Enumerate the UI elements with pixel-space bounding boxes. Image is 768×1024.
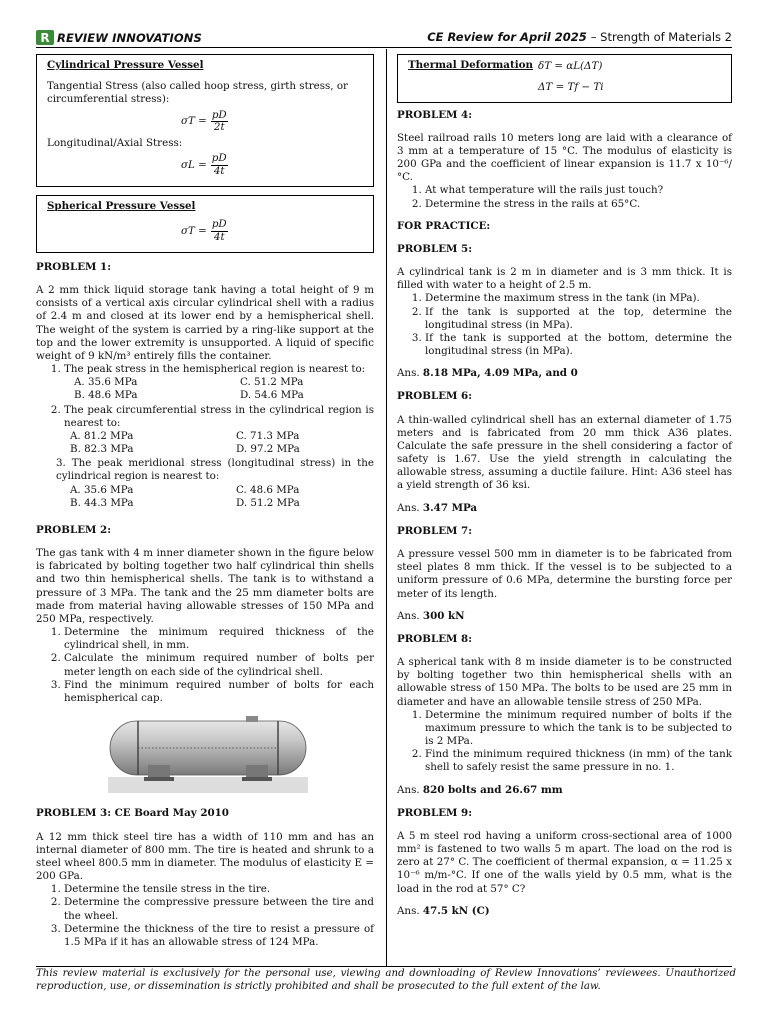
list-item: 2. Determine the compressive pressure between the tire and the wheel. bbox=[64, 896, 374, 922]
problem-5-heading: PROBLEM 5: bbox=[397, 242, 473, 255]
problem-4-text: Steel railroad rails 10 meters long are laid with a clearance of 3 mm at a temperature of 15 °C. The modulus of elasticity is 200 GPa and the coefficient of linear expansion is 11.7 x 10⁻⁶/°C. bbox=[397, 131, 732, 184]
gas-tank-figure bbox=[108, 711, 374, 799]
problem-7-answer bbox=[397, 610, 732, 623]
cylindrical-box-title: Cylindrical Pressure Vessel bbox=[47, 59, 204, 71]
question-item bbox=[64, 363, 374, 403]
fraction-numerator: pD bbox=[211, 218, 227, 231]
answer-label: Ans. bbox=[397, 501, 420, 514]
fraction bbox=[211, 153, 228, 178]
left-column bbox=[36, 54, 374, 958]
question-text: The peak circumferential stress in the cylindrical region is nearest to: bbox=[64, 403, 374, 429]
problem-1-text: A 2 mm thick liquid storage tank having a total height of 9 m consists of a vertical axis circular cylindrical shell with a radius of 2.4 m and closed at its lower end by a hemispherical shell. The weight of the system is carried by a ring-like support at the top and the lower extremity is unsupported. A liquid of specific weight of 9 kN/m³ entirely fills the container. bbox=[36, 284, 374, 362]
spherical-vessel-box bbox=[36, 195, 374, 253]
answer-value: 47.5 kN (C) bbox=[422, 904, 490, 917]
support-base bbox=[144, 777, 174, 781]
longitudinal-stress-label: Longitudinal/Axial Stress: bbox=[47, 137, 183, 150]
problem-5-items bbox=[397, 292, 732, 358]
choice: D. 51.2 MPa bbox=[236, 496, 300, 509]
problem-4-items bbox=[397, 184, 732, 210]
answer-value: 3.47 MPa bbox=[422, 501, 478, 514]
answer-value: 8.18 MPa, 4.09 MPa, and 0 bbox=[422, 367, 578, 380]
problem-2-items bbox=[36, 626, 374, 705]
list-item: 2. Determine the stress in the rails at 65°C. bbox=[425, 198, 732, 211]
choice: C. 71.3 MPa bbox=[236, 429, 300, 442]
document-title bbox=[427, 30, 732, 44]
problem-4-heading: PROBLEM 4: bbox=[397, 108, 473, 121]
formula-lhs: σT = bbox=[181, 224, 207, 237]
problem-8-items bbox=[397, 709, 732, 775]
practice-heading: FOR PRACTICE: bbox=[397, 219, 491, 232]
answer-label: Ans. bbox=[397, 783, 420, 796]
problem-9-answer bbox=[397, 905, 732, 918]
column-divider bbox=[386, 49, 387, 967]
list-item: 3. If the tank is supported at the bottom, determine the longitudinal stress (in MPa). bbox=[425, 332, 732, 358]
problem-9-heading: PROBLEM 9: bbox=[397, 806, 473, 819]
fraction bbox=[211, 219, 228, 244]
answer-value: 300 kN bbox=[422, 609, 465, 622]
problem-8-text: A spherical tank with 8 m inside diameter is to be constructed by bolting together two thin hemispherical shells with an allowable stress of 150 MPa. The bolts to be used are 25 mm in diameter and have an allowable tensile stress of 250 MPa. bbox=[397, 656, 732, 708]
problem-8-heading: PROBLEM 8: bbox=[397, 632, 473, 645]
header-rule bbox=[36, 47, 732, 48]
longitudinal-stress-formula bbox=[181, 153, 363, 178]
temperature-change-formula: ΔT = Tf − Ti bbox=[538, 81, 604, 94]
fraction-numerator: pD bbox=[211, 108, 227, 121]
fraction bbox=[211, 110, 228, 135]
answer-choices bbox=[36, 430, 374, 456]
choice: A. 35.6 MPa bbox=[74, 376, 138, 389]
fraction-denominator: 2t bbox=[213, 121, 225, 134]
course-subtitle: – Strength of Materials 2 bbox=[590, 30, 732, 44]
course-title: CE Review for April 2025 bbox=[427, 30, 587, 44]
logo-mark-icon: R bbox=[36, 30, 54, 45]
problem-9-text: A 5 m steel rod having a uniform cross-sectional area of 1000 mm² is fastened to two walls 5 m apart. The load on the rod is zero at 27° C. The coefficient of thermal expansion, α = 11.25 x 10⁻⁶ m/m-°C. If one of the walls yield by 0.5 mm, what is the load in the rod at 57° C? bbox=[397, 829, 732, 895]
fraction-denominator: 4t bbox=[213, 165, 225, 178]
answer-value: 820 bolts and 26.67 mm bbox=[422, 783, 563, 796]
list-item: 1. Determine the minimum required number of bolts if the maximum pressure to which the tank is to be subjected to is 2 MPa. bbox=[425, 709, 732, 749]
list-item: 2. Find the minimum required thickness (in mm) of the tank shell to safely resist the same pressure in no. 1. bbox=[425, 748, 732, 774]
answer-choices bbox=[64, 376, 374, 402]
brand-name: REVIEW INNOVATIONS bbox=[57, 30, 202, 45]
answer-label: Ans. bbox=[397, 609, 420, 622]
brand-logo bbox=[36, 30, 202, 45]
choice: D. 54.6 MPa bbox=[240, 389, 304, 402]
thermal-box-title: Thermal Deformation bbox=[408, 59, 533, 71]
problem-8-answer bbox=[397, 784, 732, 797]
problem-2-heading: PROBLEM 2: bbox=[36, 523, 112, 536]
problem-3-text: A 12 mm thick steel tire has a width of 110 mm and has an internal diameter of 800 mm. The tire is heated and shrunk to a steel wheel 800.5 mm in diameter. The modulus of elasticity E = 200 GPa. bbox=[36, 830, 374, 883]
spherical-box-title: Spherical Pressure Vessel bbox=[47, 200, 196, 212]
choice: D. 97.2 MPa bbox=[236, 443, 300, 456]
cylindrical-vessel-box bbox=[36, 54, 374, 187]
copyright-notice: This review material is exclusively for the personal use, viewing and downloading of Review Innovations’ reviewees. Unauthorized reproduction, use, or dissemination is strictly prohibited and shall be prosecuted to the full extent of the law. bbox=[36, 968, 736, 993]
list-item: 2. Calculate the minimum required number of bolts per meter length on each side of the cylindrical shell. bbox=[64, 652, 374, 678]
choice: B. 44.3 MPa bbox=[70, 496, 134, 509]
right-column bbox=[397, 54, 732, 928]
question-text: 3. The peak meridional stress (longitudinal stress) in the cylindrical region is nearest to: bbox=[56, 457, 374, 483]
ground-slab bbox=[108, 777, 308, 793]
formula-lhs: σT = bbox=[181, 115, 207, 128]
problem-6-heading: PROBLEM 6: bbox=[397, 390, 473, 403]
list-item: 1. Determine the tensile stress in the tire. bbox=[64, 883, 374, 896]
problem-6-text: A thin-walled cylindrical shell has an external diameter of 1.75 meters and is fabricated from 20 mm thick A36 plates. Calculate the safe pressure in the shell considering a factor of safety is 1.67. Use the yield strength in calculating the allowable stress, assuming a ductile failure. Hint: A36 steel has a yield strength of 36 ksi. bbox=[397, 413, 732, 492]
problem-1-questions bbox=[36, 363, 374, 430]
question-item bbox=[64, 404, 374, 430]
gas-tank-illustration bbox=[108, 711, 308, 795]
thermal-deformation-box bbox=[397, 54, 732, 103]
answer-label: Ans. bbox=[397, 367, 420, 380]
formula-lhs: σL = bbox=[181, 159, 207, 172]
problem-3-items bbox=[36, 883, 374, 949]
hoop-stress-formula bbox=[181, 110, 363, 135]
fraction-denominator: 4t bbox=[213, 231, 225, 243]
problem-1-heading: PROBLEM 1: bbox=[36, 260, 112, 273]
list-item: 3. Find the minimum required number of bolts for each hemispherical cap. bbox=[64, 679, 374, 705]
nozzle bbox=[246, 716, 258, 722]
problem-6-answer bbox=[397, 502, 732, 515]
problem-3-heading: PROBLEM 3: CE Board May 2010 bbox=[36, 807, 229, 820]
saddle-support bbox=[246, 765, 268, 779]
fraction-numerator: pD bbox=[211, 152, 227, 165]
answer-choices bbox=[36, 484, 374, 510]
support-base bbox=[242, 777, 272, 781]
saddle-support bbox=[148, 765, 170, 779]
choice: C. 48.6 MPa bbox=[236, 483, 300, 496]
list-item: 1. Determine the maximum stress in the tank (in MPa). bbox=[425, 292, 732, 305]
spherical-stress-formula bbox=[181, 219, 363, 244]
choice: A. 35.6 MPa bbox=[70, 483, 134, 496]
answer-label: Ans. bbox=[397, 904, 420, 917]
list-item: 1. At what temperature will the rails just touch? bbox=[425, 184, 732, 197]
problem-7-heading: PROBLEM 7: bbox=[397, 524, 473, 537]
tangential-stress-label: Tangential Stress (also called hoop stress, girth stress, or circumferential stress): bbox=[47, 80, 348, 106]
thermal-formula: δT = αL(ΔT) bbox=[538, 60, 603, 73]
choice: C. 51.2 MPa bbox=[240, 376, 304, 389]
list-item: 2. If the tank is supported at the top, determine the longitudinal stress (in MPa). bbox=[425, 306, 732, 332]
problem-7-text: A pressure vessel 500 mm in diameter is to be fabricated from steel plates 8 mm thick. If the vessel is to be subjected to a uniform pressure of 0.6 MPa, determine the bursting force per meter of its length. bbox=[397, 547, 732, 600]
choice: B. 48.6 MPa bbox=[74, 389, 138, 402]
problem-5-text: A cylindrical tank is 2 m in diameter and is 3 mm thick. It is filled with water to a height of 2.5 m. bbox=[397, 266, 732, 292]
list-item: 1. Determine the minimum required thickness of the cylindrical shell, in mm. bbox=[64, 626, 374, 652]
choice: B. 82.3 MPa bbox=[70, 443, 134, 456]
problem-5-answer bbox=[397, 367, 732, 380]
list-item: 3. Determine the thickness of the tire to resist a pressure of 1.5 MPa if it has an allowable stress of 124 MPa. bbox=[64, 923, 374, 949]
problem-2-text: The gas tank with 4 m inner diameter shown in the figure below is fabricated by bolting together two half cylindrical thin shells and two thin hemispherical shells. The tank is to withstand a pressure of 3 MPa. The tank and the 25 mm diameter bolts are made from material having allowable stresses of 150 MPa and 250 MPa, respectively. bbox=[36, 547, 374, 625]
question-text: The peak stress in the hemispherical region is nearest to: bbox=[64, 363, 366, 376]
page-header bbox=[36, 30, 732, 46]
choice: A. 81.2 MPa bbox=[70, 429, 134, 442]
